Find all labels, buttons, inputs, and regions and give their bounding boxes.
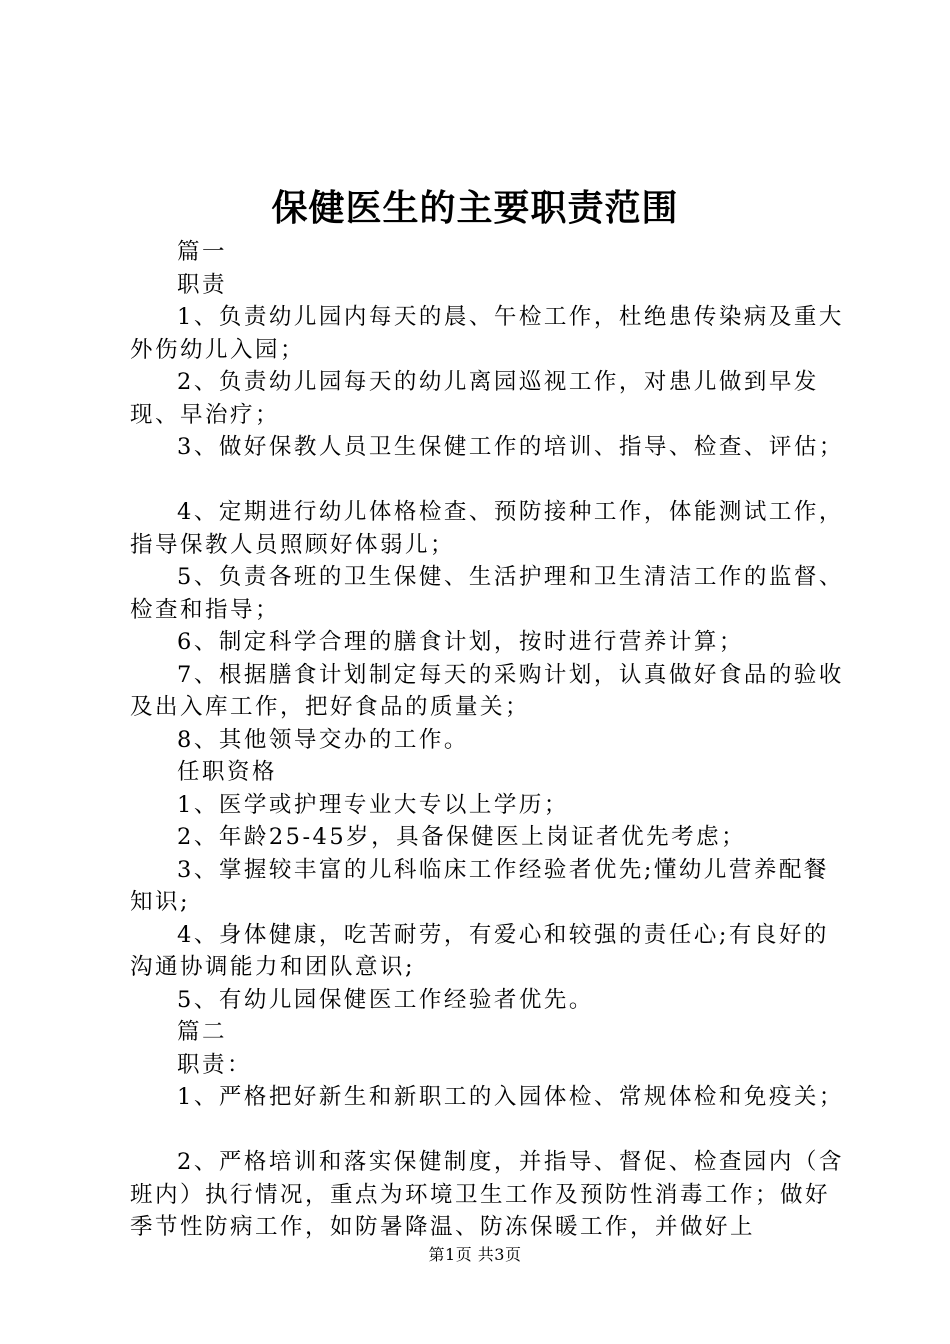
paragraph: 1、负责幼儿园内每天的晨、午检工作，杜绝患传染病及重大外伤幼儿入园；: [130, 304, 844, 363]
paragraph: 8、其他领导交办的工作。: [177, 726, 469, 753]
paragraph: 6、制定科学合理的膳食计划，按时进行营养计算；: [177, 629, 744, 655]
section-heading: 篇一: [177, 239, 228, 265]
paragraph: 7、根据膳食计划制定每天的采购计划，认真做好食品的验收及出入库工作，把好食品的质量关；: [130, 661, 844, 720]
section-heading: 篇二: [177, 1019, 228, 1045]
paragraph: 2、严格培训和落实保健制度，并指导、督促、检查园内（含班内）执行情况，重点为环境卫生工作及预防性消毒工作；做好季节性防病工作，如防暑降温、防冻保暖工作，并做好上: [130, 1149, 844, 1240]
paragraph: 2、负责幼儿园每天的幼儿离园巡视工作，对患儿做到早发现、早治疗；: [130, 369, 819, 428]
paragraph: 4、定期进行幼儿体格检查、预防接种工作，体能测试工作，指导保教人员照顾好体弱儿；: [130, 499, 844, 558]
document-body: [130, 236, 850, 1244]
paragraph: 3、掌握较丰富的儿科临床工作经验者优先;懂幼儿营养配餐知识;: [130, 856, 829, 915]
paragraph: 1、医学或护理专业大专以上学历；: [177, 791, 569, 818]
paragraph: 2、年龄25-45岁，具备保健医上岗证者优先考虑；: [177, 824, 747, 850]
paragraph: 1、严格把好新生和新职工的入园体检、常规体检和免疫关；: [177, 1084, 844, 1110]
paragraph: 4、身体健康，吃苦耐劳，有爱心和较强的责任心;有良好的沟通协调能力和团队意识;: [130, 921, 829, 980]
paragraph: 3、做好保教人员卫生保健工作的培训、指导、检查、评估；: [177, 434, 844, 460]
document-title: 保健医生的主要职责范围: [271, 187, 679, 229]
paragraph: 5、负责各班的卫生保健、生活护理和卫生清洁工作的监督、检查和指导；: [130, 564, 844, 623]
subsection-heading: 职责: [177, 271, 228, 298]
subsection-heading: 任职资格: [177, 759, 278, 785]
paragraph: 5、有幼儿园保健医工作经验者优先。: [177, 986, 594, 1013]
subsection-heading: 职责：: [177, 1051, 253, 1078]
page-footer: 第1页 共3页: [428, 1245, 522, 1264]
